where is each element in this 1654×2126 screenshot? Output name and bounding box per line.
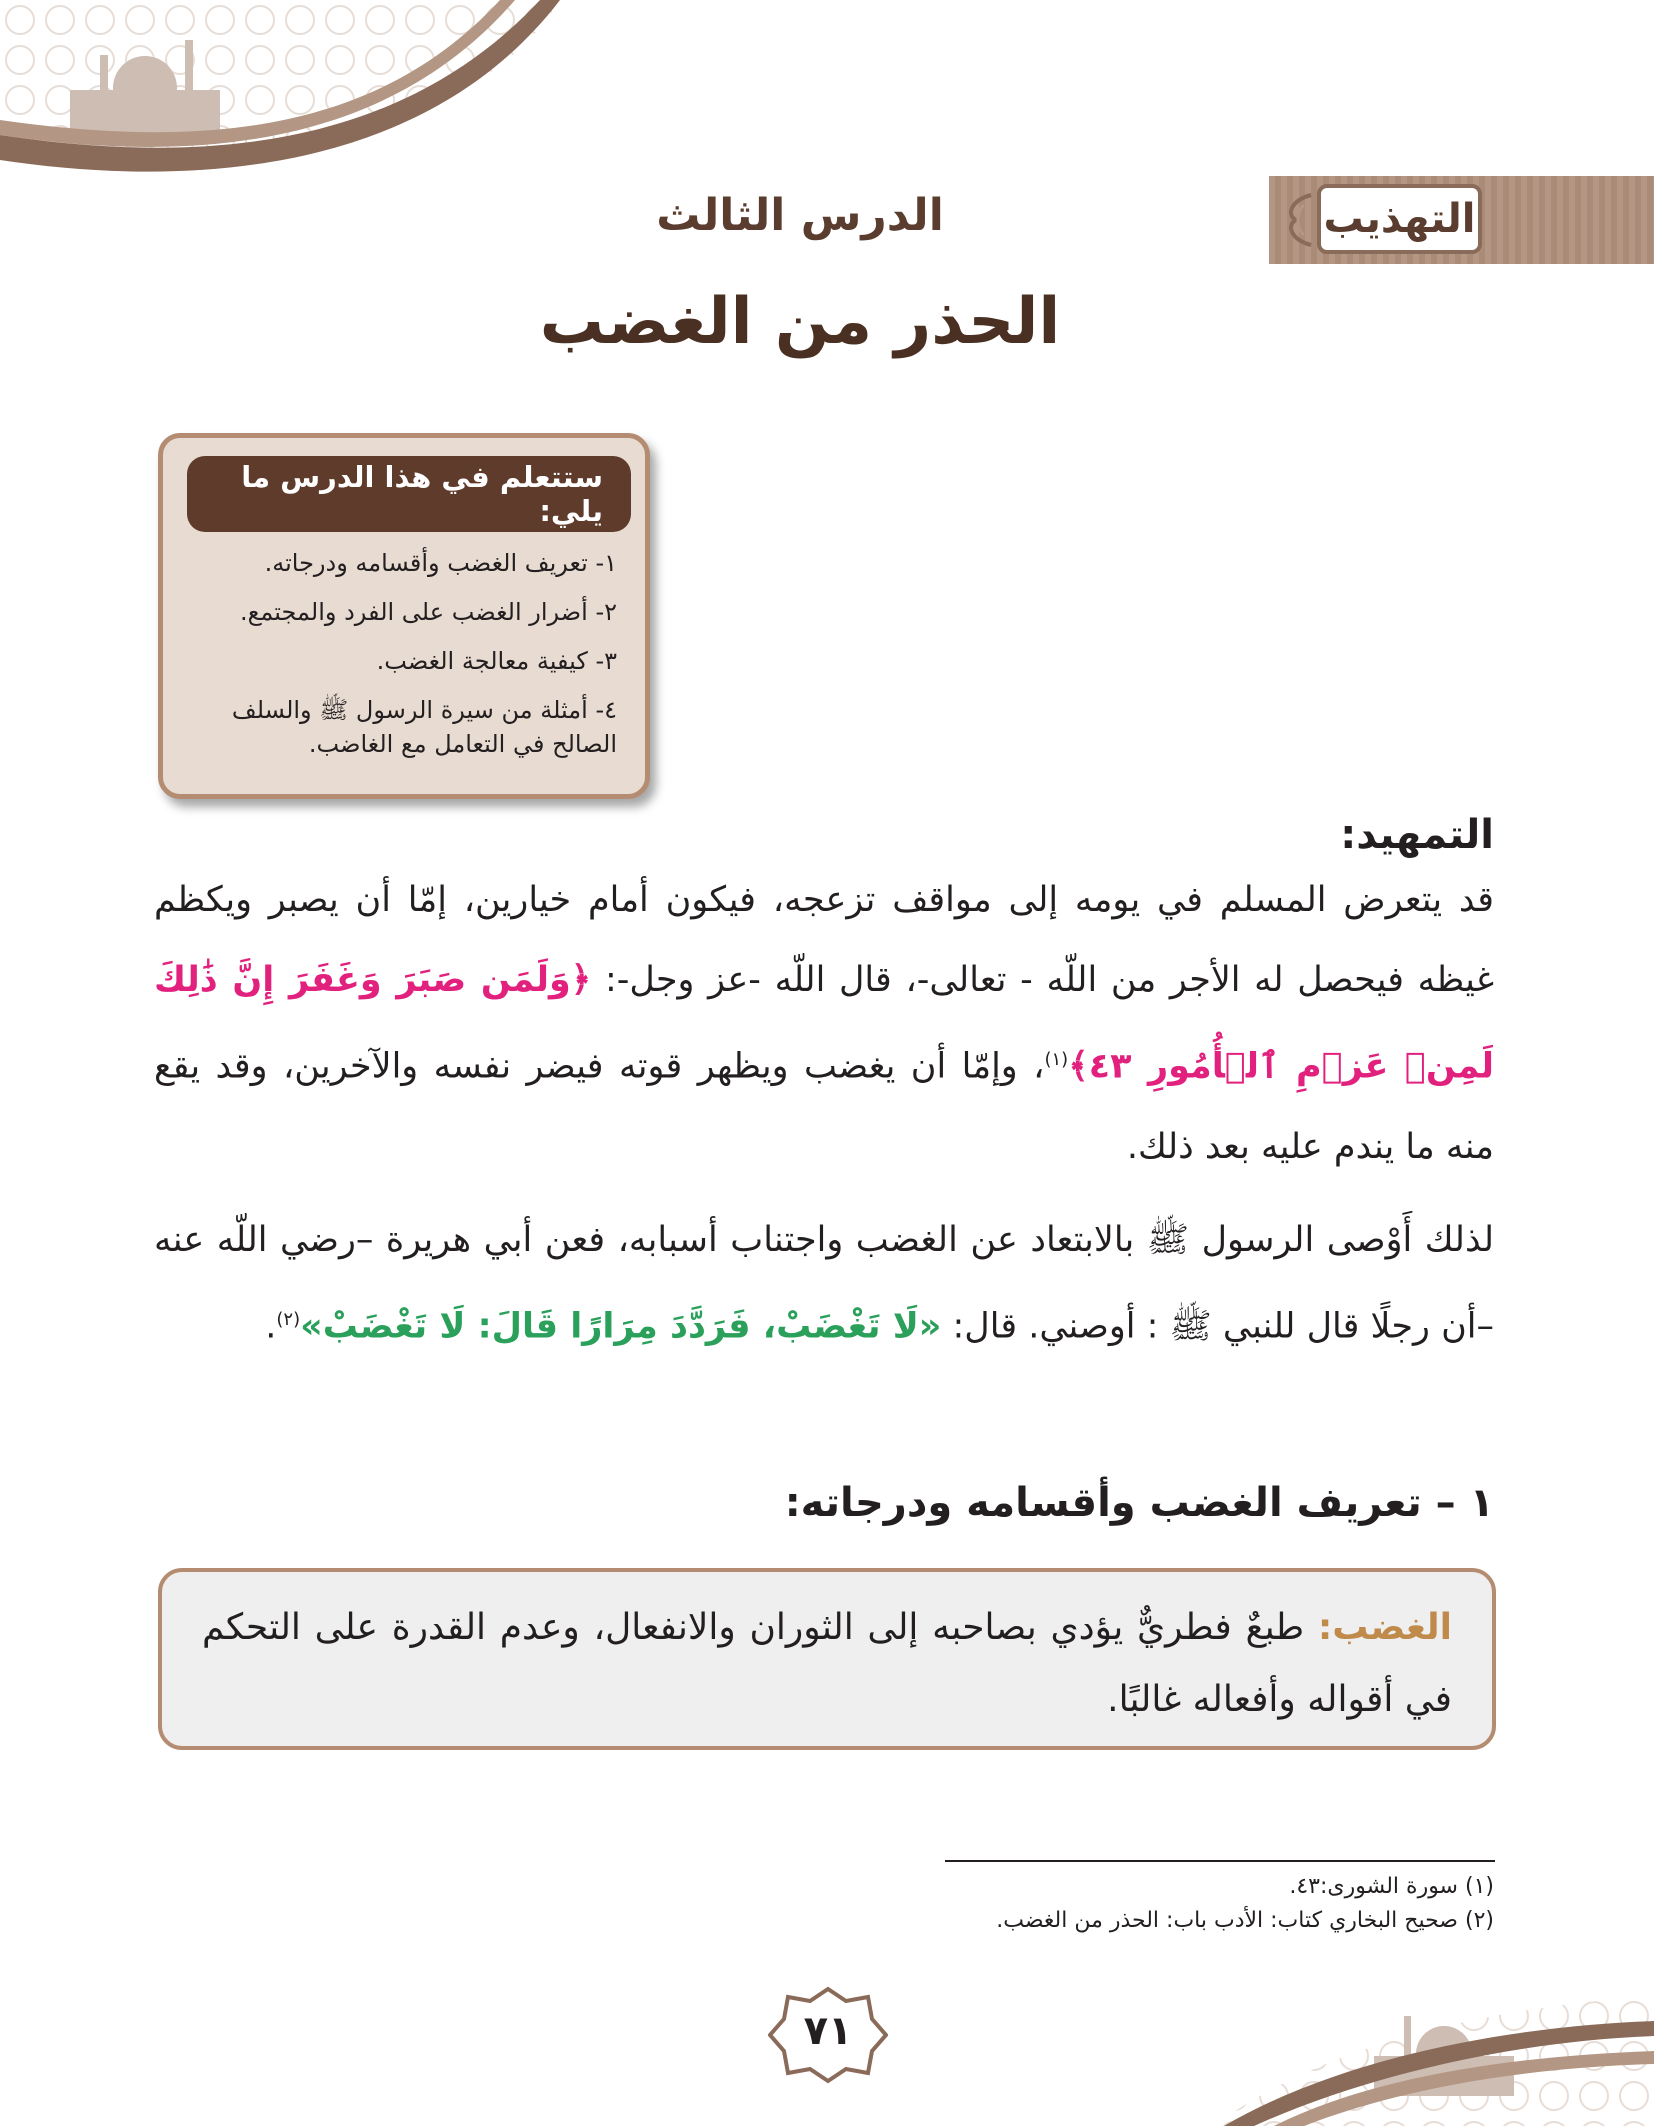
lesson-number: الدرس الثالث bbox=[656, 190, 944, 241]
bottom-corner-decoration bbox=[1214, 1996, 1654, 2126]
footnote-item: (٢) صحيح البخاري كتاب: الأدب باب: الحذر من الغضب. bbox=[996, 1908, 1494, 1933]
intro-paragraph-1 bbox=[154, 860, 1494, 1187]
footnote-divider bbox=[945, 1860, 1495, 1862]
objective-item: ١- تعريف الغضب وأقسامه ودرجاته. bbox=[264, 549, 617, 577]
footnote-ref: (١) bbox=[1044, 1049, 1069, 1070]
objectives-header: ستتعلم في هذا الدرس ما يلي: bbox=[187, 456, 631, 532]
objective-item: ٣- كيفية معالجة الغضب. bbox=[376, 647, 617, 675]
section-1-heading: ١ – تعريف الغضب وأقسامه ودرجاته: bbox=[784, 1480, 1494, 1526]
definition-term: الغضب: bbox=[1317, 1607, 1452, 1648]
section-label: التهذيب bbox=[1317, 184, 1482, 254]
quran-verse: ﴿وَلَمَن صَبَرَ وَغَفَرَ إِنَّ ذَٰلِكَ لَمِنۡ عَزۡمِ ٱلۡأُمُورِ ٤٣﴾ bbox=[154, 960, 1494, 1087]
paragraph-text: لذلك أَوْصى الرسول ﷺ بالابتعاد عن الغضب واجتناب أسبابه، فعن أبي هريرة –رضي اللّه عنه –أن رجلًا قال للنبي ﷺ : أوصني. قال: bbox=[154, 1220, 1494, 1347]
flourish-icon bbox=[1266, 190, 1316, 250]
lesson-title: الحذر من الغضب bbox=[539, 285, 1061, 359]
footnotes bbox=[996, 1870, 1494, 1938]
section-tab bbox=[1269, 176, 1654, 264]
top-corner-decoration bbox=[0, 0, 560, 180]
objectives-box bbox=[158, 433, 650, 799]
paragraph-text: . bbox=[265, 1306, 277, 1347]
footnote-ref: (٢) bbox=[276, 1309, 301, 1330]
intro-heading: التمهيد: bbox=[1340, 812, 1494, 858]
definition-body: طبعٌ فطريٌّ يؤدي بصاحبه إلى الثوران والانفعال، وعدم القدرة على التحكم في أقواله وأفعاله غالبًا. bbox=[202, 1607, 1452, 1720]
definition-box bbox=[158, 1568, 1496, 1750]
objective-item: ٢- أضرار الغضب على الفرد والمجتمع. bbox=[240, 598, 617, 626]
intro-paragraph-2 bbox=[154, 1200, 1494, 1367]
objective-item: ٤- أمثلة من سيرة الرسول ﷺ والسلف الصالح في التعامل مع الغاضب. bbox=[231, 696, 617, 758]
paragraph-text: قد يتعرض المسلم في يومه إلى مواقف تزعجه، فيكون أمام خيارين، إمّا أن يصبر ويكظم غيظه فيحصل له الأجر من اللّه - تعالى-، قال اللّه -عز وجل-: bbox=[154, 880, 1494, 1000]
footnote-item: (١) سورة الشورى:٤٣. bbox=[1289, 1874, 1494, 1899]
paragraph-text: ، وإمّا أن يغضب ويظهر قوته فيضر نفسه والآخرين، وقد يقع منه ما يندم عليه بعد ذلك. bbox=[154, 1046, 1494, 1167]
page-number: ٧١ bbox=[803, 2008, 853, 2054]
objectives-list bbox=[187, 546, 617, 776]
definition-text bbox=[202, 1592, 1452, 1736]
hadith-quote: «لَا تَغْضَبْ، فَرَدَّدَ مِرَارًا قَالَ: لَا تَغْضَبْ» bbox=[300, 1306, 942, 1347]
